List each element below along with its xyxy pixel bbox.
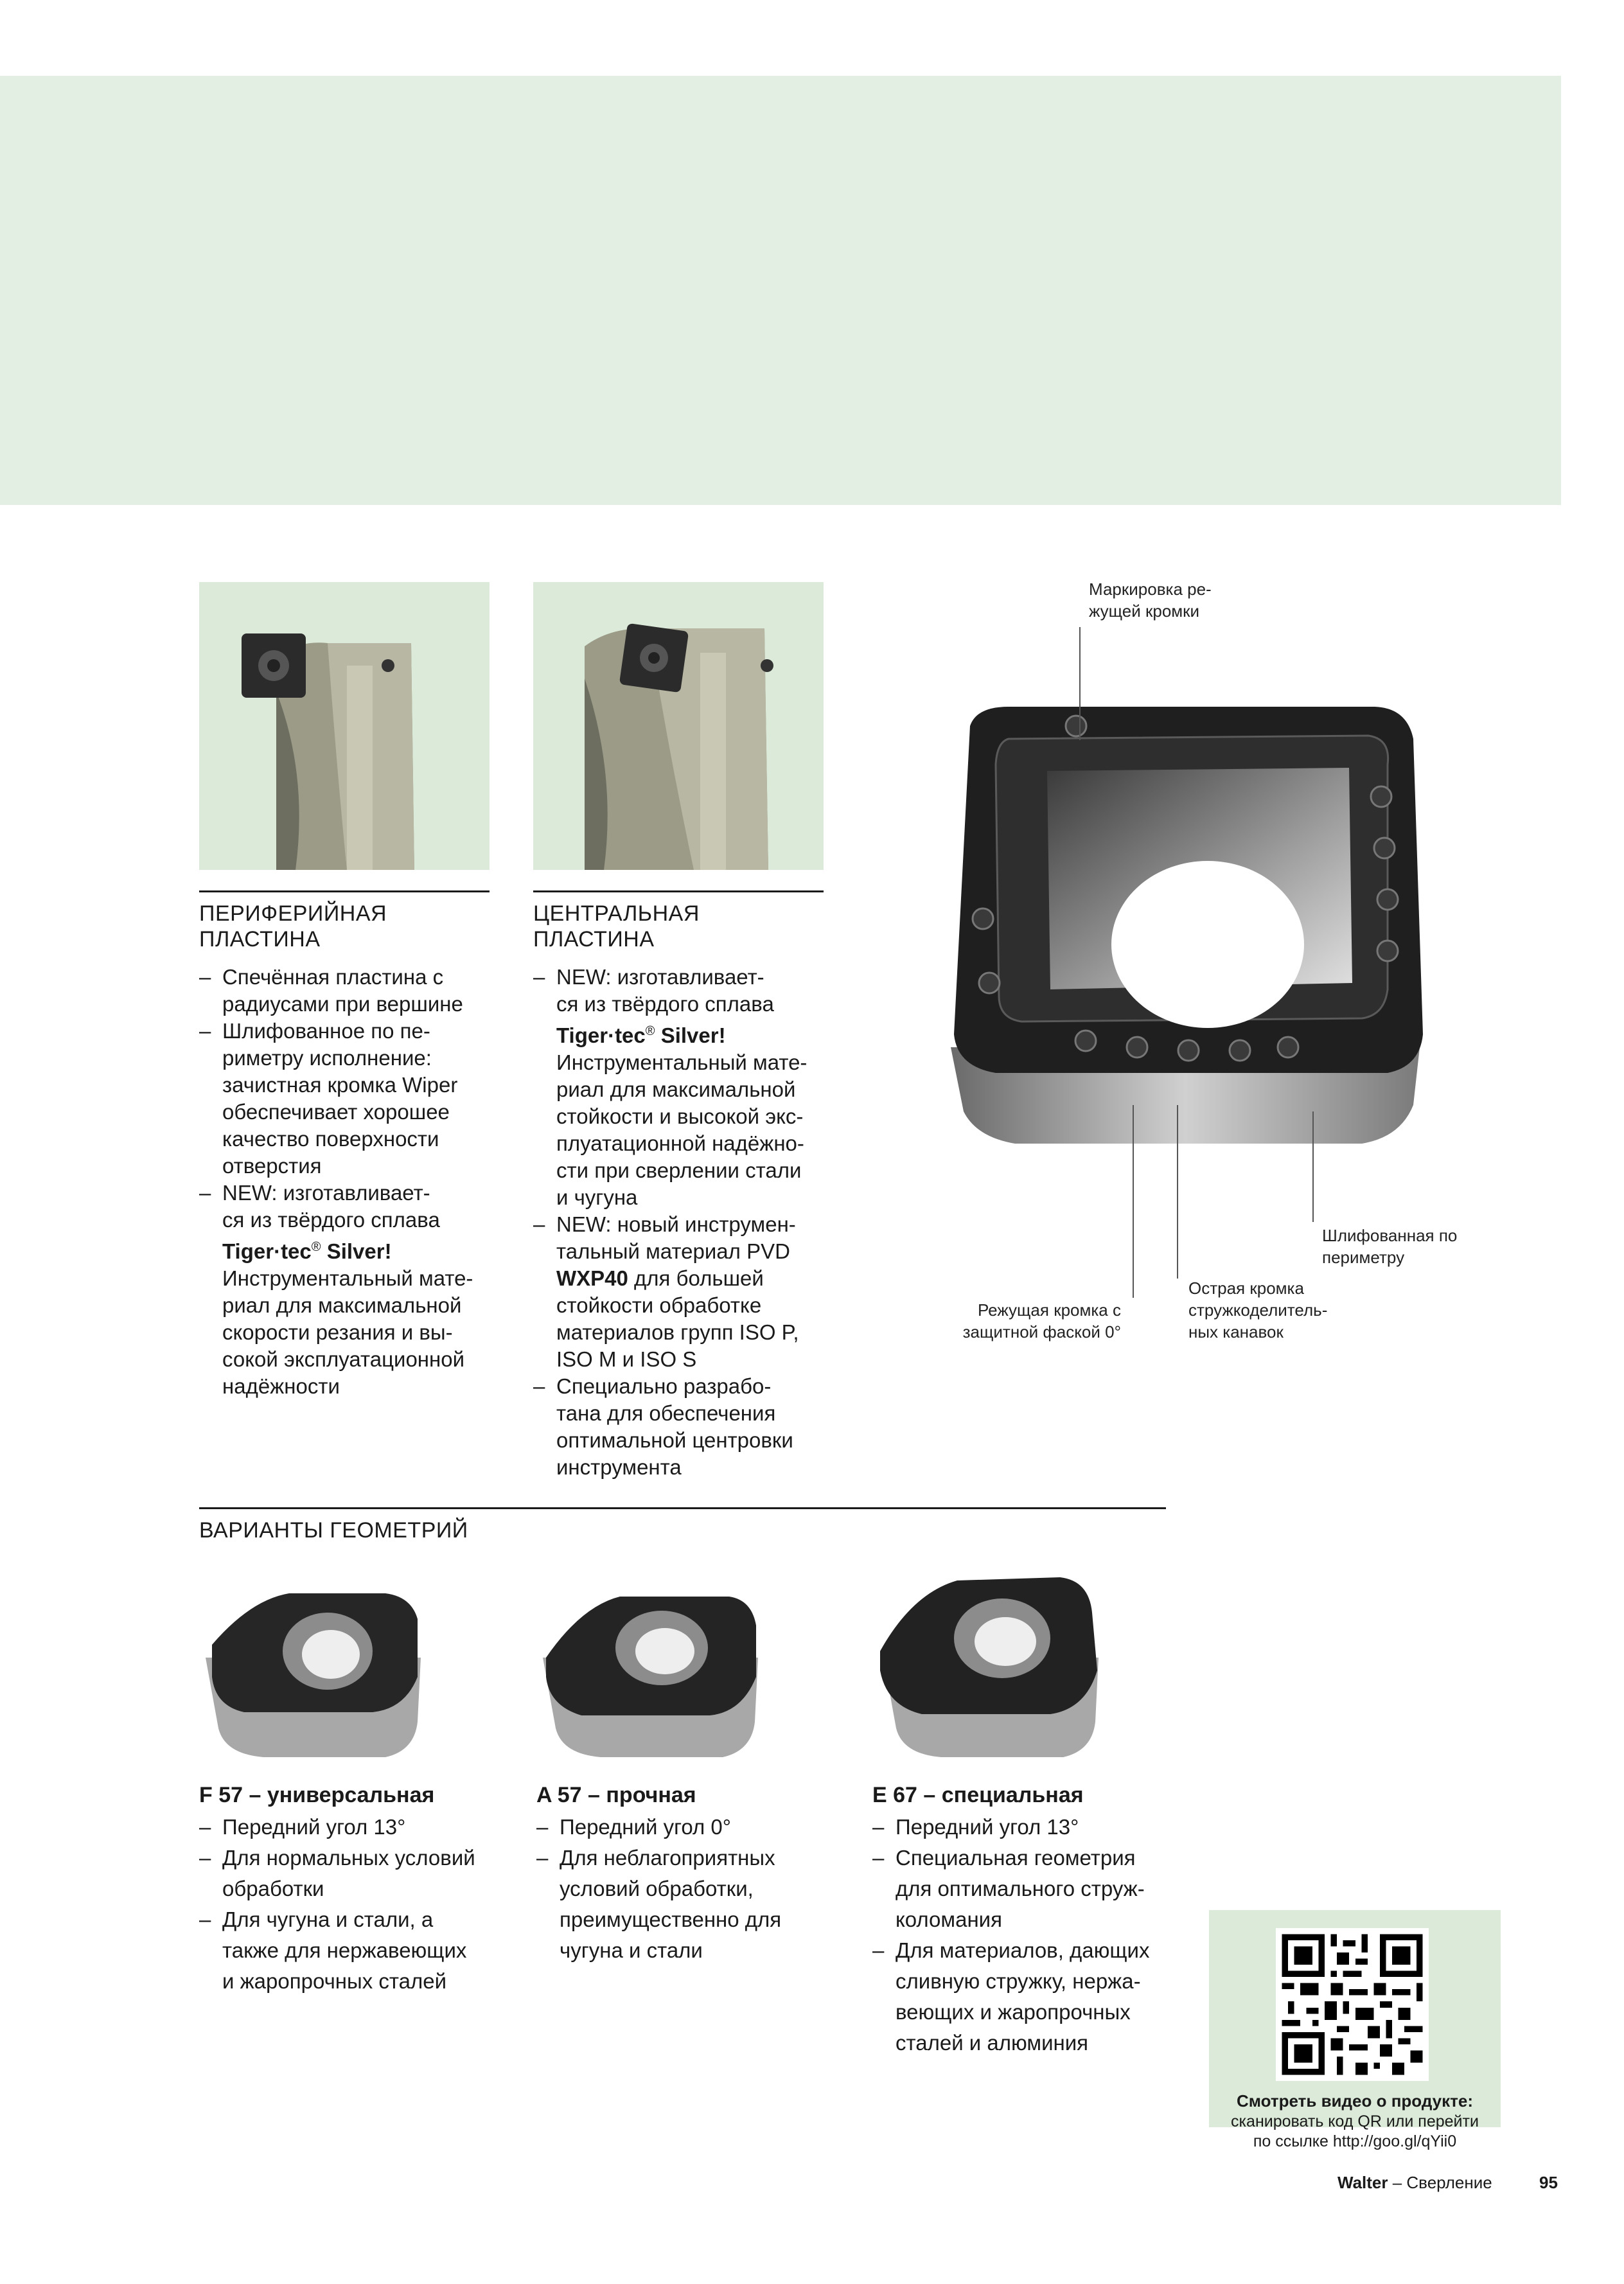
list-item (872, 1843, 1181, 1935)
top-banner (0, 76, 1561, 505)
text-line: – Для чугуна и стали, а (222, 1908, 434, 1931)
text-line: периметру (1322, 1248, 1405, 1267)
footer-brand: Walter (1337, 2173, 1388, 2192)
central-features (533, 964, 835, 1481)
text-line: ся из твёрдого сплава (556, 992, 774, 1016)
text-line: материалов групп ISO P, (556, 1320, 799, 1344)
registered-mark: ® (645, 1024, 655, 1038)
text-line: Маркировка ре- (1089, 580, 1212, 599)
text-line: стойкости и высокой экс- (556, 1104, 804, 1128)
text-line: зачистная кромка Wiper (222, 1073, 458, 1097)
text-line: и чугуна (556, 1185, 638, 1209)
variant-e67-features (872, 1812, 1181, 2058)
variant-f57-title: F 57 – универсальная (199, 1783, 435, 1807)
text-line: – NEW: новый инструмен- (556, 1212, 796, 1236)
qr-panel (1209, 1910, 1501, 2150)
central-rule (533, 890, 824, 892)
text-line: – Передний угол 0° (560, 1815, 731, 1839)
central-feature-1 (533, 964, 835, 1211)
text-line: защитной фаской 0° (962, 1322, 1121, 1341)
grade-wxp40: WXP40 (556, 1266, 628, 1290)
text-line: – NEW: изготавливает- (556, 965, 764, 989)
text-line: стойкости обработке (556, 1293, 762, 1317)
text-line: тальный материал PVD (556, 1239, 790, 1263)
text-line: надёжности (222, 1374, 340, 1398)
leader-sharp-edge (1177, 1105, 1178, 1279)
peripheral-feature-2 (199, 1018, 495, 1180)
text-line: коломания (896, 1908, 1002, 1931)
variant-e67-title: E 67 – специальная (872, 1783, 1084, 1807)
variant-e67-image (867, 1568, 1111, 1773)
text-line: Инструментальный мате- (222, 1266, 473, 1290)
variants-heading: ВАРИАНТЫ ГЕОМЕТРИЙ (199, 1518, 468, 1543)
leader-marking (1079, 627, 1081, 740)
text-line: – Для нормальных условий (222, 1846, 475, 1870)
text-line: – Для материалов, дающих (896, 1938, 1150, 1962)
brand-silver: Silver! (655, 1023, 726, 1047)
insert-closeup-image (938, 700, 1433, 1163)
brand-silver: Silver! (321, 1239, 392, 1263)
text-line: плуатационной надёжно- (556, 1131, 804, 1155)
qr-code[interactable] (1276, 1928, 1429, 2081)
text-line: радиусами при вершине (222, 992, 463, 1016)
brand-tigertec: Tiger·tec (556, 1023, 646, 1047)
tigertec-line (556, 1018, 835, 1049)
callout-sharp-edge (1188, 1277, 1327, 1343)
central-heading-line1: ЦЕНТРАЛЬНАЯ (533, 901, 700, 926)
list-item (199, 1904, 508, 1997)
text-line: оптимальной центровки (556, 1428, 793, 1452)
qr-caption (1209, 2112, 1501, 2152)
list-item (872, 1812, 1181, 1843)
leader-ground (1312, 1111, 1314, 1222)
text-line: сокой эксплуатационной (222, 1347, 465, 1371)
brand-tigertec: Tiger·tec (222, 1239, 312, 1263)
text-line: – Специально разрабо- (556, 1374, 772, 1398)
peripheral-heading-line2: ПЛАСТИНА (199, 927, 321, 952)
text-line: ся из твёрдого сплава (222, 1208, 440, 1232)
footer-section: – Сверление (1388, 2173, 1492, 2192)
text-line: и жаропрочных сталей (222, 1969, 447, 1993)
text-line: стружкоделитель- (1188, 1300, 1328, 1320)
text-fragment: для большей (628, 1266, 764, 1290)
text-line: – Шлифованное по пе- (222, 1019, 430, 1043)
peripheral-features (199, 964, 495, 1400)
text-line: риал для максимальной (556, 1077, 796, 1101)
qr-caption-title: Смотреть видео о продукте: (1237, 2091, 1473, 2111)
page-number: 95 (1539, 2173, 1558, 2192)
text-line: – Передний угол 13° (222, 1815, 406, 1839)
central-feature-2 (533, 1211, 835, 1373)
list-item (536, 1843, 845, 1966)
text-line: обеспечивает хорошее (222, 1100, 450, 1124)
list-item (872, 1935, 1181, 2058)
text-line: сканировать код QR или перейти (1231, 2112, 1479, 2130)
list-item (199, 1812, 508, 1843)
wxp-line (556, 1265, 835, 1292)
text-line: Шлифованная по (1322, 1226, 1458, 1245)
text-line: также для нержавеющих (222, 1938, 467, 1962)
text-line: обработки (222, 1877, 324, 1900)
text-line: риал для максимальной (222, 1293, 462, 1317)
peripheral-feature-1 (199, 964, 495, 1018)
text-line: тана для обеспечения (556, 1401, 776, 1425)
text-line: ных канавок (1188, 1322, 1284, 1341)
variant-a57-title: A 57 – прочная (536, 1783, 696, 1807)
tigertec-line (222, 1234, 495, 1265)
callout-cutting-edge (954, 1299, 1121, 1343)
variant-a57-features (536, 1812, 845, 1966)
central-heading (533, 901, 700, 952)
footer-running-head (1337, 2173, 1492, 2193)
peripheral-insert-photo (199, 582, 490, 870)
variant-a57-image (530, 1580, 768, 1773)
peripheral-rule (199, 890, 490, 892)
variant-f57-features (199, 1812, 508, 1997)
peripheral-heading-line1: ПЕРИФЕРИЙНАЯ (199, 901, 387, 926)
text-line: Острая кромка (1188, 1279, 1304, 1298)
central-feature-3 (533, 1373, 835, 1481)
variants-rule (199, 1507, 1166, 1509)
text-line: ISO M и ISO S (556, 1347, 697, 1371)
text-line: для оптимального струж- (896, 1877, 1145, 1900)
text-line: скорости резания и вы- (222, 1320, 453, 1344)
list-item (536, 1812, 845, 1843)
text-line: – Для неблагоприятных (560, 1846, 775, 1870)
text-line: преимущественно для (560, 1908, 782, 1931)
peripheral-feature-3 (199, 1180, 495, 1400)
central-heading-line2: ПЛАСТИНА (533, 927, 655, 952)
text-line: Режущая кромка с (977, 1300, 1121, 1320)
text-line: веющих и жаропрочных (896, 2000, 1131, 2024)
text-line: жущей кромки (1089, 601, 1200, 621)
text-line: – NEW: изготавливает- (222, 1181, 430, 1205)
text-line: – Специальная геометрия (896, 1846, 1136, 1870)
central-insert-photo (533, 582, 824, 870)
text-line: отверстия (222, 1154, 322, 1178)
text-line: Инструментальный мате- (556, 1050, 808, 1074)
leader-cutting-edge (1133, 1105, 1134, 1298)
text-line: условий обработки, (560, 1877, 754, 1900)
text-line: сливную стружку, нержа- (896, 1969, 1141, 1993)
text-line: риметру исполнение: (222, 1046, 432, 1070)
variant-f57-image (193, 1580, 430, 1773)
peripheral-heading (199, 901, 387, 952)
list-item (199, 1843, 508, 1904)
registered-mark: ® (311, 1240, 321, 1254)
text-line: качество поверхности (222, 1127, 439, 1151)
callout-marking (1089, 578, 1212, 622)
text-line: чугуна и стали (560, 1938, 703, 1962)
qr-link[interactable]: по ссылке http://goo.gl/qYii0 (1253, 2132, 1457, 2150)
text-line: сти при сверлении стали (556, 1158, 802, 1182)
text-line: – Передний угол 13° (896, 1815, 1079, 1839)
text-line: инструмента (556, 1455, 682, 1479)
callout-ground (1322, 1225, 1457, 1268)
text-line: – Спечённая пластина с (222, 965, 444, 989)
text-line: сталей и алюминия (896, 2031, 1089, 2055)
